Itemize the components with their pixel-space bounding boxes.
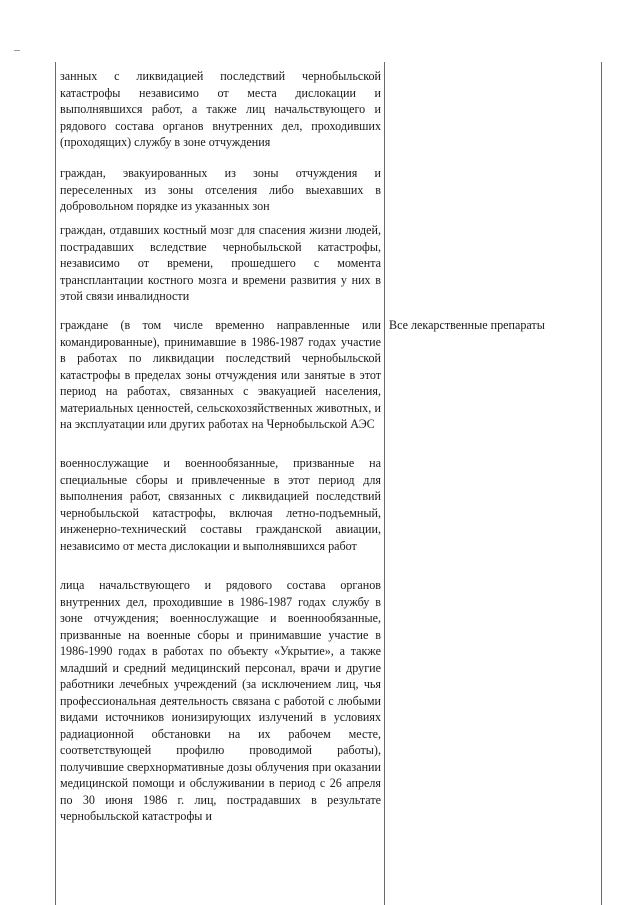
table-left-border (55, 62, 56, 905)
table-column-divider (384, 62, 385, 905)
table-cell-category: военнослужащие и военнообязанные, призванные на специальные сборы и привлеченные в этот период для выполнения работ, связанных с ликвидацией последствий чернобыльской катастрофы, включая летно-подъемный, инженерно-технический составы гражданской авиации, независимо от места дислокации и выполнявшихся работ (60, 456, 381, 553)
scan-mark (14, 50, 20, 51)
table-cell-category: граждан, отдавших костный мозг для спасения жизни людей, пострадавших вследствие чернобыльской катастрофы, независимо от времени, прошедшего с момента трансплантации костного мозга и времени развития у них в этой связи инвалидности (60, 223, 381, 303)
table-cell-category: граждане (в том числе временно направленные или командированные), принимавшие в 1986-1987 годах участие в работах по ликвидации последствий чернобыльской катастрофы в пределах зоны отчуждения или занятые в этот период на работах, связанных с эвакуацией населения, материальных ценностей, сельскохозяйственных животных, и на эксплуатации или других работах на Чернобыльской АЭС (60, 318, 381, 431)
table-cell-category: граждан, эвакуированных из зоны отчуждения и переселенных из зоны отселения либо выехавших в добровольном порядке из указанных зон (60, 166, 381, 213)
table-cell-category: занных с ликвидацией последствий чернобыльской катастрофы независимо от места дислокации и выполнявшихся работ, а также лиц начальствующего и рядового состава органов внутренних дел, проходивших (проходящих) службу в зоне отчуждения (60, 69, 381, 149)
table-cell-medications: Все лекарственные препараты (389, 318, 545, 332)
table-right-border (601, 62, 602, 905)
table-cell-category: лица начальствующего и рядового состава органов внутренних дел, проходившие в 1986-1987 годах службу в зоне отчуждения; военнослужащие и военнообязанные, призванные на военные сборы и принимавшие участие в 1986-1990 годах в работах по объекту «Укрытие», а также младший и средний медицинский персонал, врачи и другие работники лечебных учреждений (за исключением лиц, чья профессиональная деятельность связана с работой с любыми видами источников ионизирующих излучений в условиях радиационной обстановки на их рабочем месте, соответствующей профилю проводимой работы), получившие сверхнормативные дозы облучения при оказании медицинской помощи и обслуживании в период с 26 апреля по 30 июня 1986 г. лиц, пострадавших в результате чернобыльской катастрофы и (60, 578, 381, 823)
